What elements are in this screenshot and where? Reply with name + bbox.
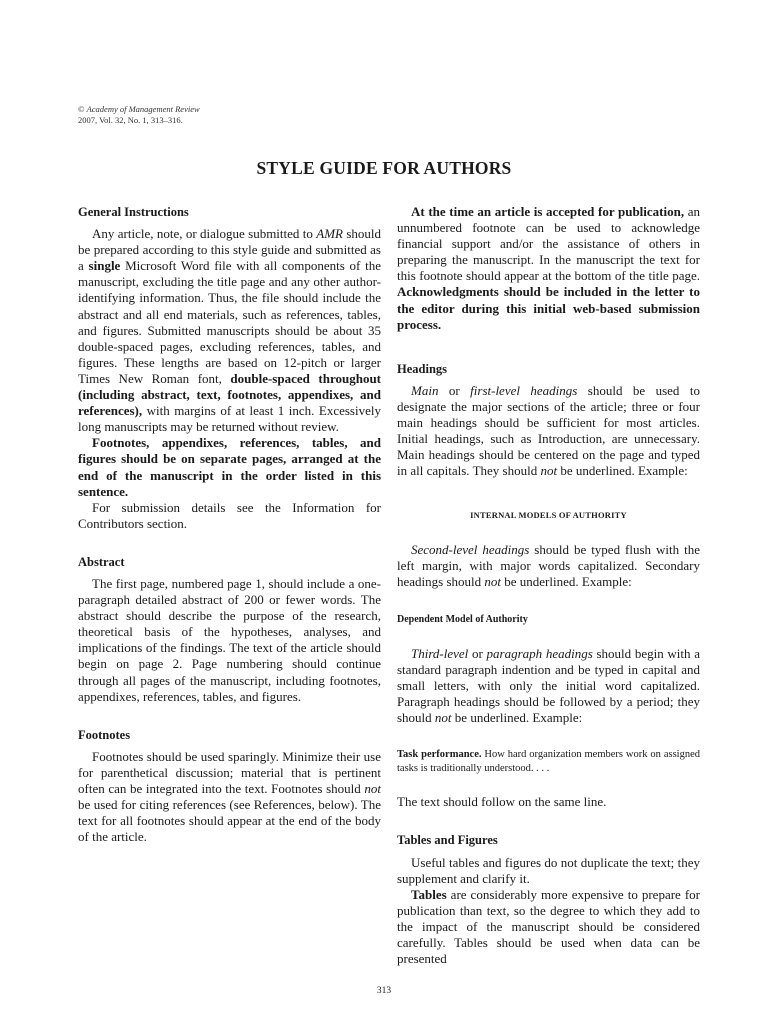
general-instructions-paragraph-1: Any article, note, or dialogue submitted to AMR should be prepared according to this style guide and submitted as a single Microsoft Word file with all components of the manuscript, excluding the title page and any other author-identifying information. Thus, the file should include the abstract and all end materials, such as references, tables, and figures. Submitted manuscripts should be about 35 double-spaced pages, excluding references, tables, and figures. These lengths are based on 12-pitch or larger Times New Roman font, double-spaced throughout (including abstract, text, footnotes, appendixes, and references), with margins of at least 1 inch. Excessively long manuscripts may be returned without review. xyxy=(78,226,381,435)
acknowledgment-paragraph: At the time an article is accepted for publication, an unnumbered footnote can be used to acknowledge financial support and/or the assistance of others in preparing the manuscript. In the manuscript the text for this footnote should appear at the bottom of the title page. Acknowledgments should be included in the letter to the editor during this initial web-based submission process. xyxy=(397,204,700,332)
section-heading-tables-figures: Tables and Figures xyxy=(397,833,498,848)
abstract-paragraph: The first page, numbered page 1, should include a one-paragraph detailed abstract of 200 or fewer words. The abstract should describe the purpose of the research, theoretical basis of the hypotheses, analyses, and implications of the findings. The text of the article should begin on page 2. Page numbering should continue through all pages of the manuscript, including footnotes, appendixes, references, tables, and figures. xyxy=(78,575,381,704)
journal-citation xyxy=(78,104,200,126)
footnotes-paragraph: Footnotes should be used sparingly. Minimize their use for parenthetical discussion; material that is pertinent often can be integrated into the text. Footnotes should not be used for citing references (see References, below). The text for all footnotes should appear at the end of the body of the article. xyxy=(78,748,381,845)
journal-line xyxy=(78,104,200,115)
section-heading-footnotes: Footnotes xyxy=(78,727,131,742)
general-instructions-paragraph-3: For submission details see the Information for Contributors section. xyxy=(78,499,381,531)
general-instructions-paragraph-2: Footnotes, appendixes, references, tables, and figures should be on separate pages, arranged at the end of the manuscript in the order listed in this sentence. xyxy=(78,435,381,499)
section-heading-headings: Headings xyxy=(397,361,448,376)
copyright-symbol: © xyxy=(78,104,85,114)
tables-paragraph-1: Useful tables and figures do not duplicate the text; they supplement and clarify it. xyxy=(397,854,700,886)
headings-paragraph-3: Third-level or paragraph headings should begin with a standard paragraph indention and be typed in capital and small letters, with only the initial word capitalized. Paragraph headings should be followed by a period; they should not be underlined. Example: xyxy=(397,645,701,726)
page-title: STYLE GUIDE FOR AUTHORS xyxy=(256,158,512,178)
headings-paragraph-2: Second-level headings should be typed flush with the left margin, with major words capitalized. Secondary headings should not be underlined. Example: xyxy=(397,541,700,589)
headings-paragraph-1: Main or first-level headings should be used to designate the major sections of the article; three or four main headings should be sufficient for most articles. Initial headings, such as Introduction, are unnecessary. Main headings should be centered on the page and typed in all capitals. They should not be underlined. Example: xyxy=(397,382,700,479)
volume-line: 2007, Vol. 32, No. 1, 313–316. xyxy=(78,115,183,125)
page-number: 313 xyxy=(376,986,392,996)
headings-paragraph-4: The text should follow on the same line. xyxy=(397,794,607,810)
journal-name: Academy of Management Review xyxy=(86,104,200,114)
section-heading-general-instructions: General Instructions xyxy=(78,205,189,219)
tables-paragraph-2: Tables are considerably more expensive to prepare for publication than text, so the degree to which they add to the impact of the manuscript should be considered carefully. Tables should be used when data can be presented xyxy=(397,886,700,967)
example-first-level-heading: INTERNAL MODELS OF AUTHORITY xyxy=(470,510,627,521)
example-third-level-heading: Task performance. How hard organization members work on assigned tasks is traditionally understood. . . . xyxy=(397,749,700,775)
left-column xyxy=(78,204,381,845)
example-second-level-heading: Dependent Model of Authority xyxy=(397,613,528,625)
right-column xyxy=(397,204,700,967)
section-heading-abstract: Abstract xyxy=(78,554,125,569)
